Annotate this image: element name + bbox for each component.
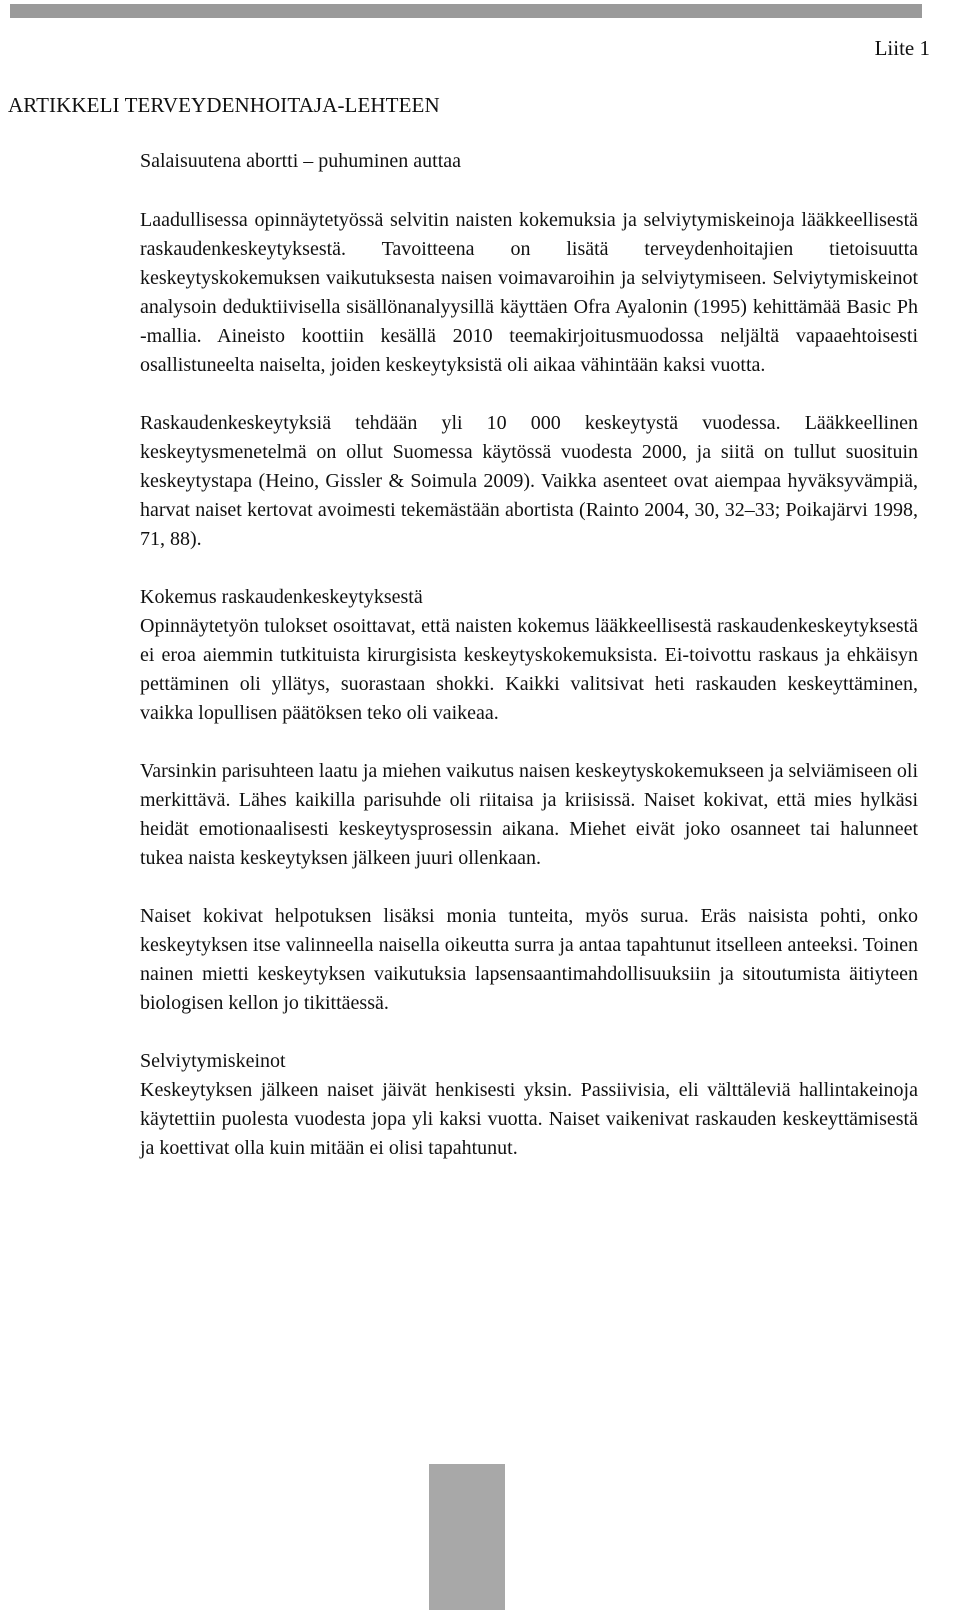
bottom-gray-block: [429, 1464, 505, 1610]
experience-paragraph-2: Varsinkin parisuhteen laatu ja miehen vaikutus naisen keskeytyskokemukseen ja selviämiseen oli merkittävä. Lähes kaikilla parisuhde oli riitaisa ja kriisissä. Naiset kokivat, että mies hylkäsi heidät emotionaalisesti keskeytysprosessin aikana. Miehet eivät joko osanneet tai halunneet tukea naista keskeytyksen jälkeen juuri ollenkaan.: [140, 760, 918, 869]
top-gray-bar: [10, 4, 922, 18]
background-paragraph: Raskaudenkeskeytyksiä tehdään yli 10 000 keskeytystä vuodessa. Lääkkeellinen keskeytysmenetelmä on ollut Suomessa käytössä vuodesta 2000, ja siitä on tullut suosituin keskeytystapa (Heino, Gissler & Soimula 2009). Vaikka asenteet ovat aiempaa hyväksyvämpiä, harvat naiset kertovat avoimesti tekemästään abortista (Rainto 2004, 30, 32–33; Poikajärvi 1998, 71, 88).: [140, 412, 918, 550]
document-heading: ARTIKKELI TERVEYDENHOITAJA-LEHTEEN: [8, 93, 440, 117]
section-heading-experience: Kokemus raskaudenkeskeytyksestä: [140, 586, 423, 608]
article-title: Salaisuutena abortti – puhuminen auttaa: [140, 150, 462, 172]
experience-paragraph-1: Opinnäytetyön tulokset osoittavat, että naisten kokemus lääkkeellisestä raskaudenkeskeytyksestä ei eroa aiemmin tutkituista kirurgisista keskeytyskokemuksista. Ei-toivottu raskaus ja ehkäisyn pettäminen oli yllätys, suorastaan shokki. Kaikki valitsivat heti raskauden keskeyttäminen, vaikka lopullisen päätöksen teko oli vaikeaa.: [140, 615, 918, 724]
section-heading-coping: Selviytymiskeinot: [140, 1050, 286, 1072]
experience-paragraph-3: Naiset kokivat helpotuksen lisäksi monia tunteita, myös surua. Eräs naisista pohti, onko keskeytyksen itse valinneella naisella oikeutta surra ja antaa tapahtunut itselleen anteeksi. Toinen nainen mietti keskeytyksen vaikutuksia lapsensaantimahdollisuuksiin ja sitoutumista äitiyteen biologisen kellon jo tikittäessä.: [140, 905, 918, 1014]
article-title-block: [140, 147, 918, 176]
article-body: [140, 206, 918, 1163]
coping-paragraph-1: Keskeytyksen jälkeen naiset jäivät henkisesti yksin. Passiivisia, eli välttäleviä hallintakeinoja käytettiin puolesta vuodesta jopa yli kaksi vuotta. Naiset vaikenivat raskauden keskeyttämisestä ja koettivat olla kuin mitään ei olisi tapahtunut.: [140, 1079, 918, 1159]
intro-paragraph: Laadullisessa opinnäytetyössä selvitin naisten kokemuksia ja selviytymiskeinoja lääkkeellisestä raskaudenkeskeytyksestä. Tavoitteena on lisätä terveydenhoitajien tietoisuutta keskeytyskokemuksen vaikutuksesta naisen voimavaroihin ja selviytymiseen. Selviytymiskeinot analysoin deduktiivisella sisällönanalyysillä käyttäen Ofra Ayalonin (1995) kehittämää Basic Ph -mallia. Aineisto koottiin kesällä 2010 teemakirjoitusmuodossa neljältä vapaaehtoisesti osallistuneelta naiselta, joiden keskeytyksistä oli aikaa vähintään kaksi vuotta.: [140, 209, 918, 376]
appendix-label: Liite 1: [874, 36, 930, 60]
